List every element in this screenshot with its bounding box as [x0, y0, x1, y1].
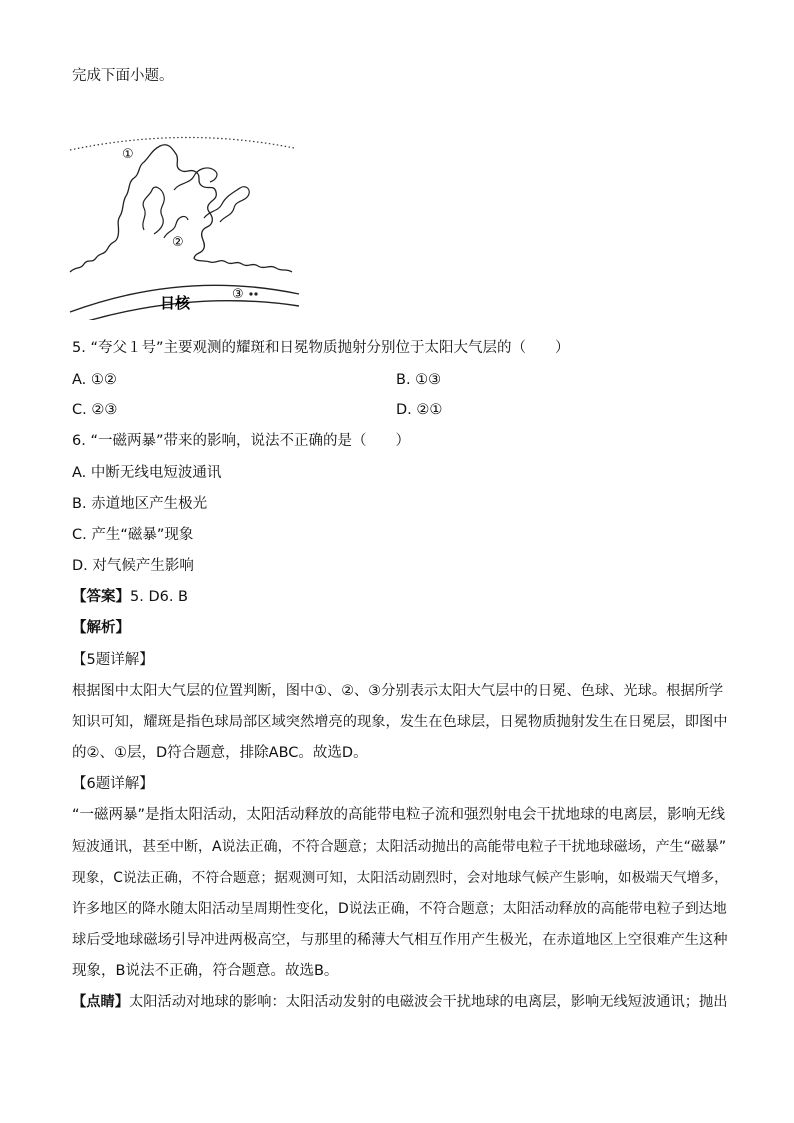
detail6-line: 现象，B说法不正确，符合题意。故选B。	[72, 963, 339, 979]
tip-line	[72, 992, 728, 1012]
detail5-line: 根据图中太阳大气层的位置判断，图中①、②、③分别表示太阳大气层中的日冕、色球、光球。根据所学	[72, 683, 724, 699]
q5-stem: 5. “夸父１号”主要观测的耀斑和日冕物质抛射分别位于太阳大气层的（ ）	[72, 340, 570, 356]
q6-option-c: C. 产生“磁暴”现象	[72, 527, 194, 543]
corona-boundary-dotted	[70, 137, 294, 150]
q6-stem: 6. “一磁两暴”带来的影响，说法不正确的是（ ）	[72, 433, 410, 449]
detail6-line: 球后受地球磁场引导冲进两极高空，与那里的稀薄大气相互作用产生极光，在赤道地区上空很难产生这种	[72, 932, 728, 948]
analysis-line	[72, 618, 130, 638]
q5-option-d: D. ②①	[396, 402, 443, 418]
core-arc-inner	[84, 301, 299, 320]
label-3: ③	[232, 287, 244, 302]
dot-marker	[249, 292, 252, 295]
detail5-line: 的②、①层，D符合题意，排除ABC。故选D。	[72, 745, 368, 761]
analysis-tag: 【解析】	[72, 620, 130, 636]
detail5-line: 知识可知，耀斑是指色球局部区域突然增亮的现象，发生在色球层，日冕物质抛射发生在日冕层，即图中	[72, 714, 728, 730]
detail6-heading: 【6题详解】	[72, 776, 154, 792]
q6-option-a: A. 中断无线电短波通讯	[72, 465, 222, 481]
core-label: 日核	[160, 294, 191, 312]
detail6-line: 许多地区的降水随太阳活动呈周期性变化，D说法正确，不符合题意；太阳活动释放的高能带电粒子到达地	[72, 901, 727, 917]
q5-option-c: C. ②③	[72, 402, 118, 418]
answer-text: 5. D6. B	[130, 589, 188, 605]
answer-tag: 【答案】	[72, 589, 130, 605]
tip-tag: 【点睛】	[72, 994, 130, 1010]
prominence-loop-1	[143, 187, 164, 234]
q5-option-a: A. ①②	[72, 372, 117, 388]
intro-text: 完成下面小题。	[72, 68, 174, 84]
prominence-loop-2	[204, 187, 249, 222]
label-1: ①	[122, 147, 134, 162]
dot-marker	[254, 292, 257, 295]
sun-atmosphere-diagram	[64, 130, 324, 320]
tip-text: 太阳活动对地球的影响：太阳活动发射的电磁波会干扰地球的电离层，影响无线短波通讯；抛出	[129, 994, 728, 1010]
answer-line	[72, 587, 188, 607]
q5-option-b: B. ①③	[396, 372, 442, 388]
label-2: ②	[172, 235, 184, 250]
detail5-heading: 【5题详解】	[72, 652, 154, 668]
detail6-line: “一磁两暴”是指太阳活动，太阳活动释放的高能带电粒子流和强烈射电会干扰地球的电离层，影响无线	[72, 807, 726, 823]
detail6-line: 短波通讯，甚至中断，A说法正确，不符合题意；太阳活动抛出的高能带电粒子干扰地球磁场，产生“磁暴”	[72, 839, 727, 855]
q6-option-b: B. 赤道地区产生极光	[72, 496, 208, 512]
chromosphere-prominence	[70, 145, 292, 272]
detail6-line: 现象，C说法正确，不符合题意；据观测可知，太阳活动剧烈时，会对地球气候产生影响，如极端天气增多，	[72, 870, 728, 886]
q6-option-d: D. 对气候产生影响	[72, 558, 194, 574]
